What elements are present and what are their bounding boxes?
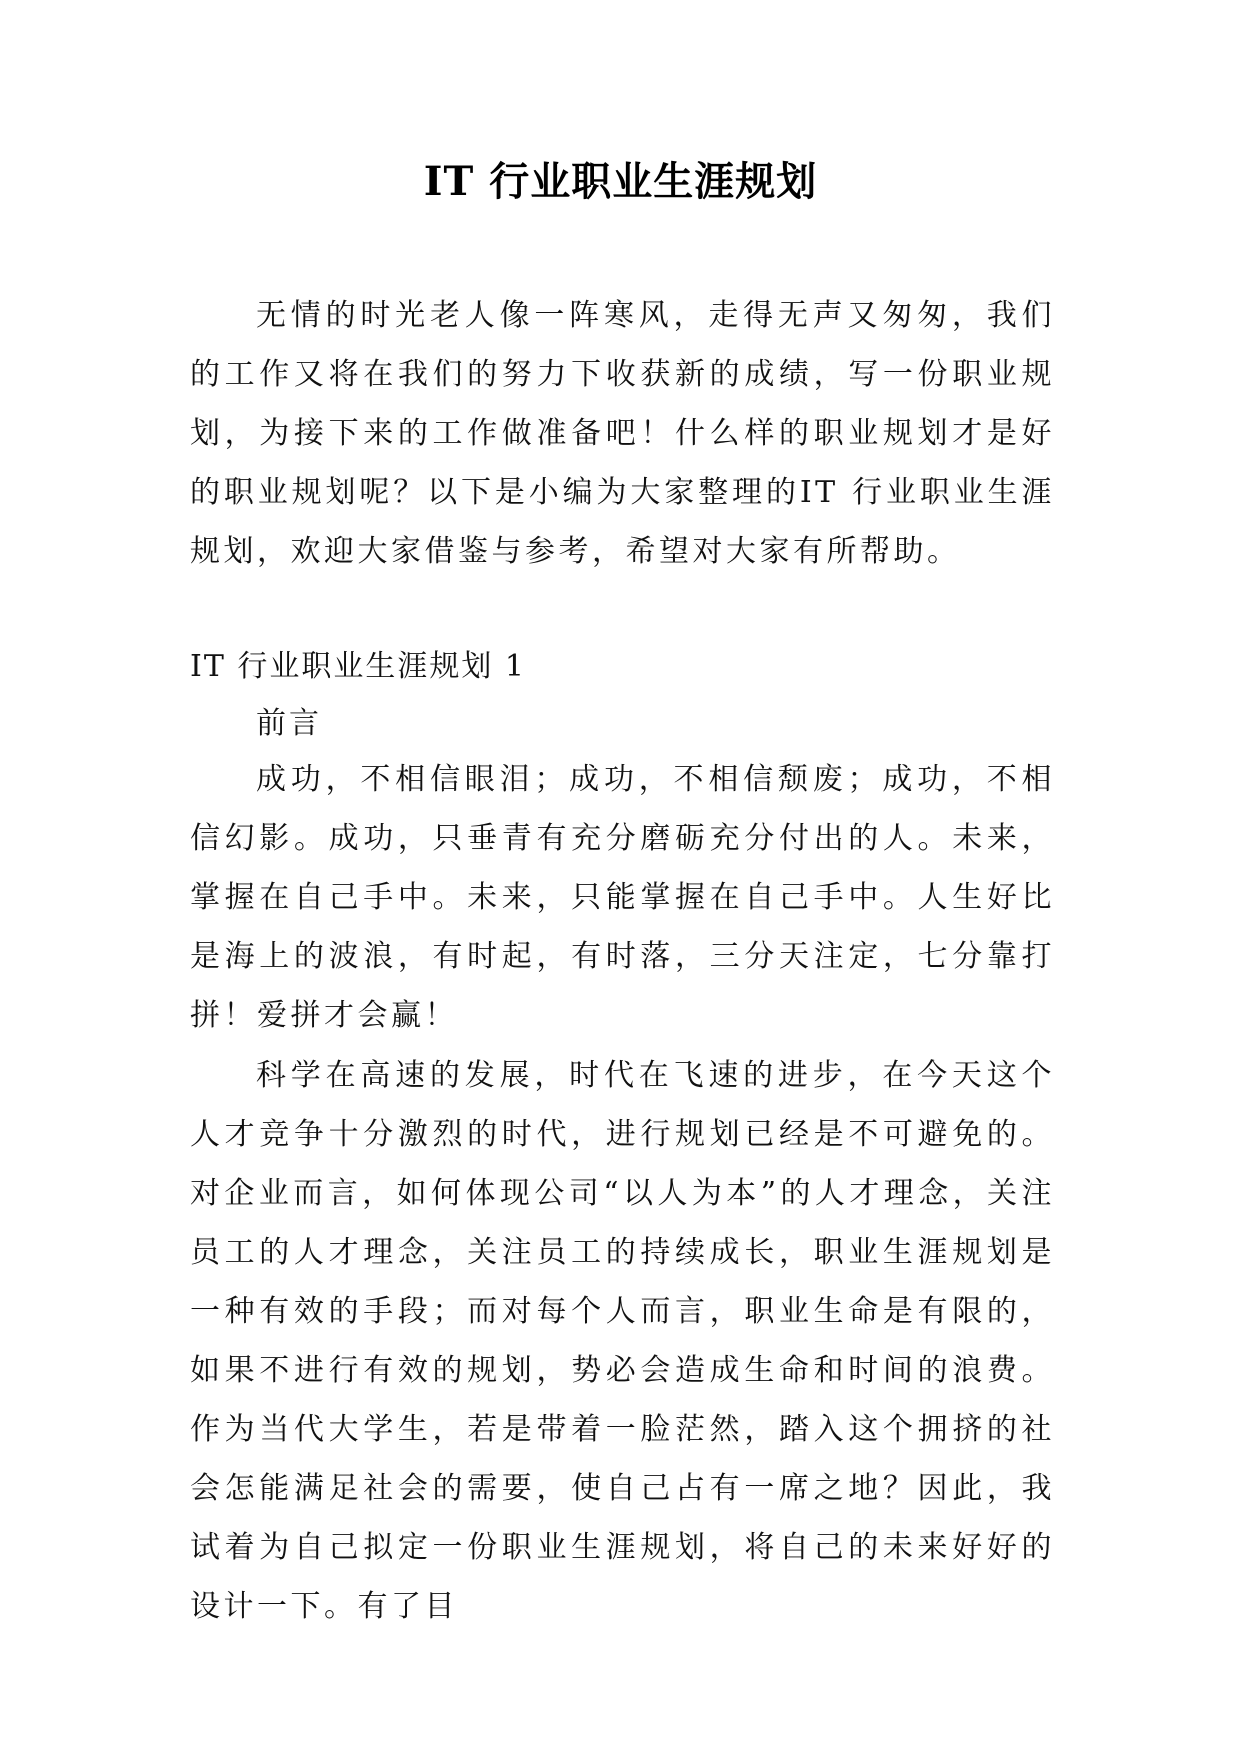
page-title: IT 行业职业生涯规划: [423, 158, 818, 205]
section-heading: IT 行业职业生涯规划 1: [190, 649, 527, 684]
body-paragraph: 成功，不相信眼泪；成功，不相信颓废；成功，不相信幻影。成功，只垂青有充分磨砺充分付出的人。未来，掌握在自己手中。未来，只能掌握在自己手中。人生好比是海上的波浪，有时起，有时落，三分天注定，七分靠打拼！爱拼才会赢！: [190, 762, 1055, 1033]
body-paragraph: 科学在高速的发展，时代在飞速的进步，在今天这个人才竞争十分激烈的时代，进行规划已经是不可避免的。对企业而言，如何体现公司“以人为本”的人才理念，关注员工的人才理念，关注员工的持续成长，职业生涯规划是一种有效的手段；而对每个人而言，职业生命是有限的，如果不进行有效的规划，势必会造成生命和时间的浪费。作为当代大学生，若是带着一脸茫然，踏入这个拥挤的社会怎能满足社会的需要，使自己占有一席之地？因此，我试着为自己拟定一份职业生涯规划，将自己的未来好好的设计一下。有了目: [190, 1058, 1055, 1624]
preface-label: 前言: [256, 706, 322, 741]
intro-paragraph: 无情的时光老人像一阵寒风，走得无声又匆匆，我们的工作又将在我们的努力下收获新的成绩，写一份职业规划，为接下来的工作做准备吧！什么样的职业规划才是好的职业规划呢？以下是小编为大家整理的IT 行业职业生涯规划，欢迎大家借鉴与参考，希望对大家有所帮助。: [190, 298, 1055, 569]
